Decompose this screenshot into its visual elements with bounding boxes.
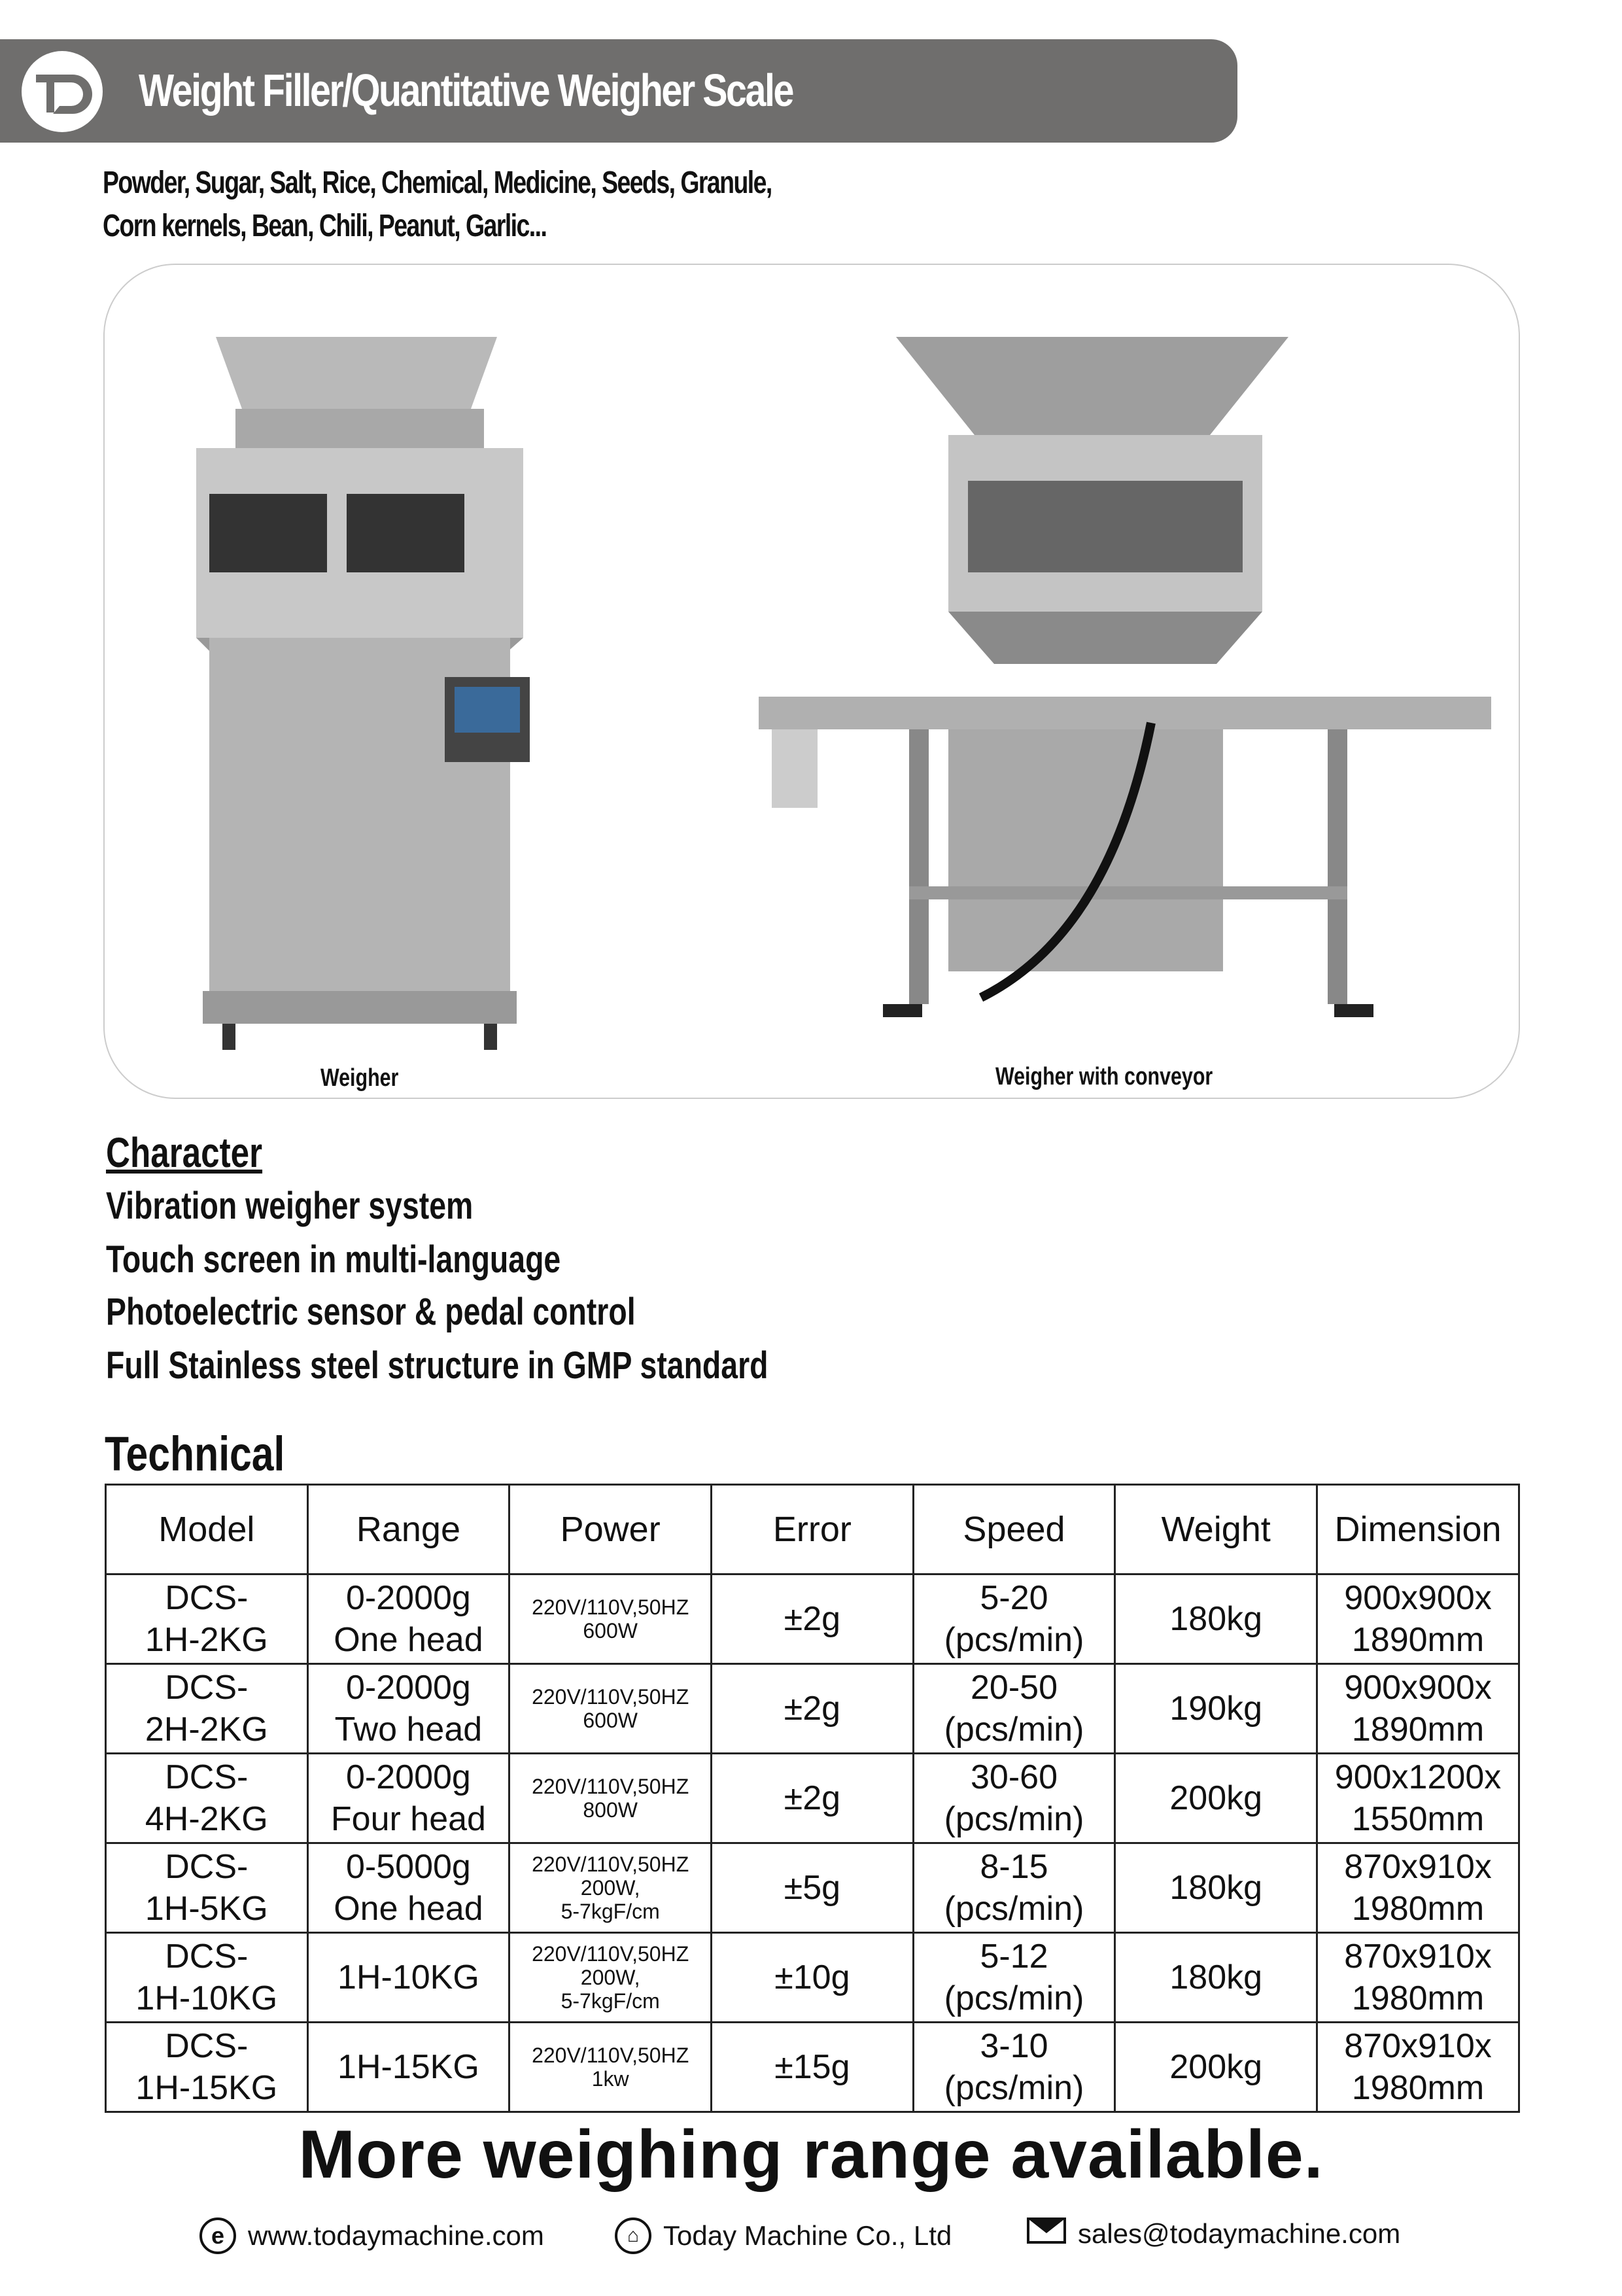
table-cell: ±2g (712, 1664, 914, 1754)
table-cell: ±10g (712, 1933, 914, 2023)
table-cell: DCS- 1H-15KG (106, 2023, 308, 2112)
table-row (106, 2023, 1519, 2112)
table-row (106, 1574, 1519, 1664)
page-title: Weight Filler/Quantitative Weigher Scale (139, 65, 793, 116)
table-cell: 220V/110V,50HZ 200W, 5-7kgF/cm (509, 1843, 712, 1933)
table-cell: 0-2000g Two head (307, 1664, 509, 1754)
table-cell: 5-20 (pcs/min) (913, 1574, 1115, 1664)
home-icon: ⌂ (615, 2218, 651, 2254)
table-cell: 0-2000g Four head (307, 1754, 509, 1843)
table-cell: 220V/110V,50HZ 1kw (509, 2023, 712, 2112)
table-cell: 0-2000g One head (307, 1574, 509, 1664)
product-photos-panel (103, 264, 1520, 1099)
email-text: sales@todaymachine.com (1078, 2218, 1401, 2249)
table-cell: 1H-15KG (307, 2023, 509, 2112)
table-cell: 200kg (1115, 2023, 1317, 2112)
table-cell: 180kg (1115, 1933, 1317, 2023)
table-cell: 1H-10KG (307, 1933, 509, 2023)
table-cell: 20-50 (pcs/min) (913, 1664, 1115, 1754)
table-cell: DCS- 1H-5KG (106, 1843, 308, 1933)
table-cell: 220V/110V,50HZ 200W, 5-7kgF/cm (509, 1933, 712, 2023)
column-header: Speed (913, 1485, 1115, 1574)
table-cell: 200kg (1115, 1754, 1317, 1843)
table-cell: 180kg (1115, 1574, 1317, 1664)
character-item: Touch screen in multi-language (106, 1238, 561, 1281)
table-cell: 900x900x 1890mm (1317, 1664, 1519, 1754)
column-header: Power (509, 1485, 712, 1574)
column-header: Dimension (1317, 1485, 1519, 1574)
table-cell: 220V/110V,50HZ 600W (509, 1664, 712, 1754)
table-cell: 190kg (1115, 1664, 1317, 1754)
column-header: Weight (1115, 1485, 1317, 1574)
table-cell: 180kg (1115, 1843, 1317, 1933)
table-cell: 870x910x 1980mm (1317, 1933, 1519, 2023)
table-row (106, 1754, 1519, 1843)
table-cell: 3-10 (pcs/min) (913, 2023, 1115, 2112)
column-header: Error (712, 1485, 914, 1574)
specs-table (105, 1484, 1520, 2113)
table-cell: 900x1200x 1550mm (1317, 1754, 1519, 1843)
table-row (106, 1843, 1519, 1933)
table-cell: 220V/110V,50HZ 800W (509, 1754, 712, 1843)
weigher-conveyor-caption: Weigher with conveyor (995, 1063, 1213, 1090)
table-cell: 8-15 (pcs/min) (913, 1843, 1115, 1933)
table-cell: 5-12 (pcs/min) (913, 1933, 1115, 2023)
table-row (106, 1664, 1519, 1754)
table-cell: DCS- 1H-2KG (106, 1574, 308, 1664)
table-row (106, 1933, 1519, 2023)
footer-website[interactable] (199, 2218, 544, 2254)
table-cell: DCS- 1H-10KG (106, 1933, 308, 2023)
weigher-machine-image (183, 337, 589, 1063)
table-cell: 870x910x 1980mm (1317, 2023, 1519, 2112)
table-cell: DCS- 2H-2KG (106, 1664, 308, 1754)
company-logo (22, 51, 103, 132)
character-item: Vibration weigher system (106, 1185, 474, 1227)
table-cell: 220V/110V,50HZ 600W (509, 1574, 712, 1664)
weigher-with-conveyor-image (759, 330, 1491, 1050)
table-cell: 30-60 (pcs/min) (913, 1754, 1115, 1843)
company-text: Today Machine Co., Ltd (663, 2220, 952, 2251)
table-cell: 900x900x 1890mm (1317, 1574, 1519, 1664)
website-text: www.todaymachine.com (248, 2220, 544, 2251)
tagline: More weighing range available. (298, 2117, 1324, 2193)
character-item: Photoelectric sensor & pedal control (106, 1291, 636, 1333)
table-cell: 870x910x 1980mm (1317, 1843, 1519, 1933)
column-header: Model (106, 1485, 308, 1574)
footer-email[interactable] (1027, 2218, 1400, 2250)
table-cell: ±15g (712, 2023, 914, 2112)
character-item: Full Stainless steel structure in GMP standard (106, 1344, 768, 1387)
table-cell: ±5g (712, 1843, 914, 1933)
column-header: Range (307, 1485, 509, 1574)
table-cell: DCS- 4H-2KG (106, 1754, 308, 1843)
table-cell: ±2g (712, 1574, 914, 1664)
table-cell: 0-5000g One head (307, 1843, 509, 1933)
web-icon: e (199, 2218, 236, 2254)
weigher-caption: Weigher (320, 1064, 399, 1092)
footer-company (615, 2218, 952, 2254)
technical-heading: Technical (105, 1427, 285, 1481)
table-cell: ±2g (712, 1754, 914, 1843)
mail-icon (1027, 2218, 1066, 2250)
character-heading: Character (106, 1129, 263, 1176)
materials-line: Corn kernels, Bean, Chili, Peanut, Garlic... (103, 209, 547, 243)
materials-line: Powder, Sugar, Salt, Rice, Chemical, Medicine, Seeds, Granule, (103, 165, 772, 200)
